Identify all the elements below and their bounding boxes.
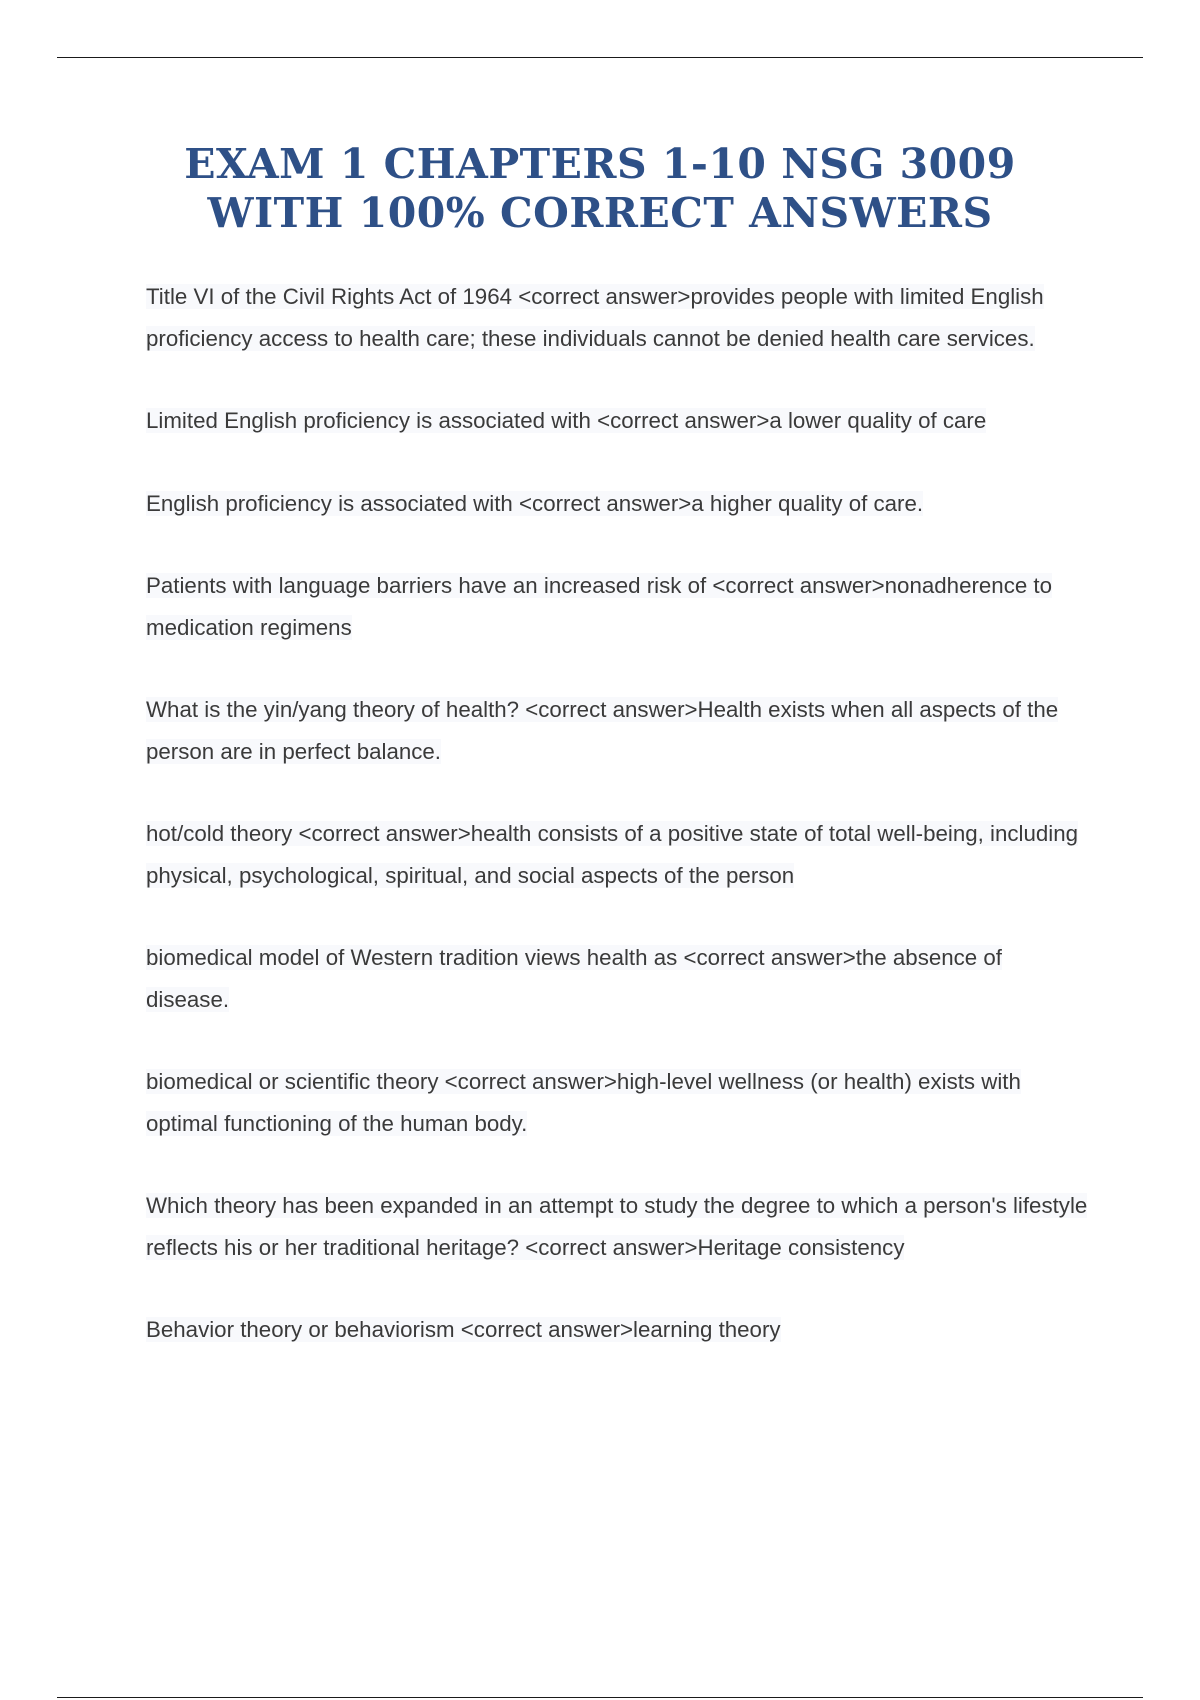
qa-text: Title VI of the Civil Rights Act of 1964 <correct answer>provides people with limited English proficiency access to health care; these individuals cannot be denied health care services. <box>146 284 1044 351</box>
qa-entry <box>146 689 1091 772</box>
qa-text: biomedical model of Western tradition views health as <correct answer>the absence of disease. <box>146 945 1002 1012</box>
qa-entry <box>146 400 1091 442</box>
qa-text: hot/cold theory <correct answer>health consists of a positive state of total well-being, including physical, psychological, spiritual, and social aspects of the person <box>146 821 1079 888</box>
qa-text: biomedical or scientific theory <correct answer>high-level wellness (or health) exists with optimal functioning of the human body. <box>146 1069 1021 1136</box>
qa-text: Behavior theory or behaviorism <correct answer>learning theory <box>146 1317 781 1342</box>
qa-entry <box>146 1309 1091 1351</box>
qa-entry <box>146 813 1091 896</box>
qa-text: English proficiency is associated with <correct answer>a higher quality of care. <box>146 490 924 516</box>
qa-text: What is the yin/yang theory of health? <correct answer>Health exists when all aspects of the person are in perfect balance. <box>146 697 1059 764</box>
top-rule <box>57 57 1143 58</box>
title-line-2: WITH 100% CORRECT ANSWERS <box>207 189 993 237</box>
qa-entry <box>146 565 1091 648</box>
document-title <box>60 140 1140 238</box>
qa-entry <box>146 483 1091 525</box>
qa-text: Limited English proficiency is associated with <correct answer>a lower quality of care <box>146 408 987 433</box>
qa-entry <box>146 937 1091 1020</box>
qa-text: Which theory has been expanded in an attempt to study the degree to which a person's lifestyle reflects his or her traditional heritage? <correct answer>Heritage consistency <box>146 1193 1088 1260</box>
qa-list <box>146 276 1091 1392</box>
qa-text: Patients with language barriers have an increased risk of <correct answer>nonadherence to medication regimens <box>146 573 1053 640</box>
bottom-rule <box>57 1697 1143 1698</box>
qa-entry <box>146 1061 1091 1144</box>
title-line-1: EXAM 1 CHAPTERS 1-10 NSG 3009 <box>184 140 1016 188</box>
qa-entry <box>146 1185 1091 1268</box>
qa-entry <box>146 276 1091 359</box>
